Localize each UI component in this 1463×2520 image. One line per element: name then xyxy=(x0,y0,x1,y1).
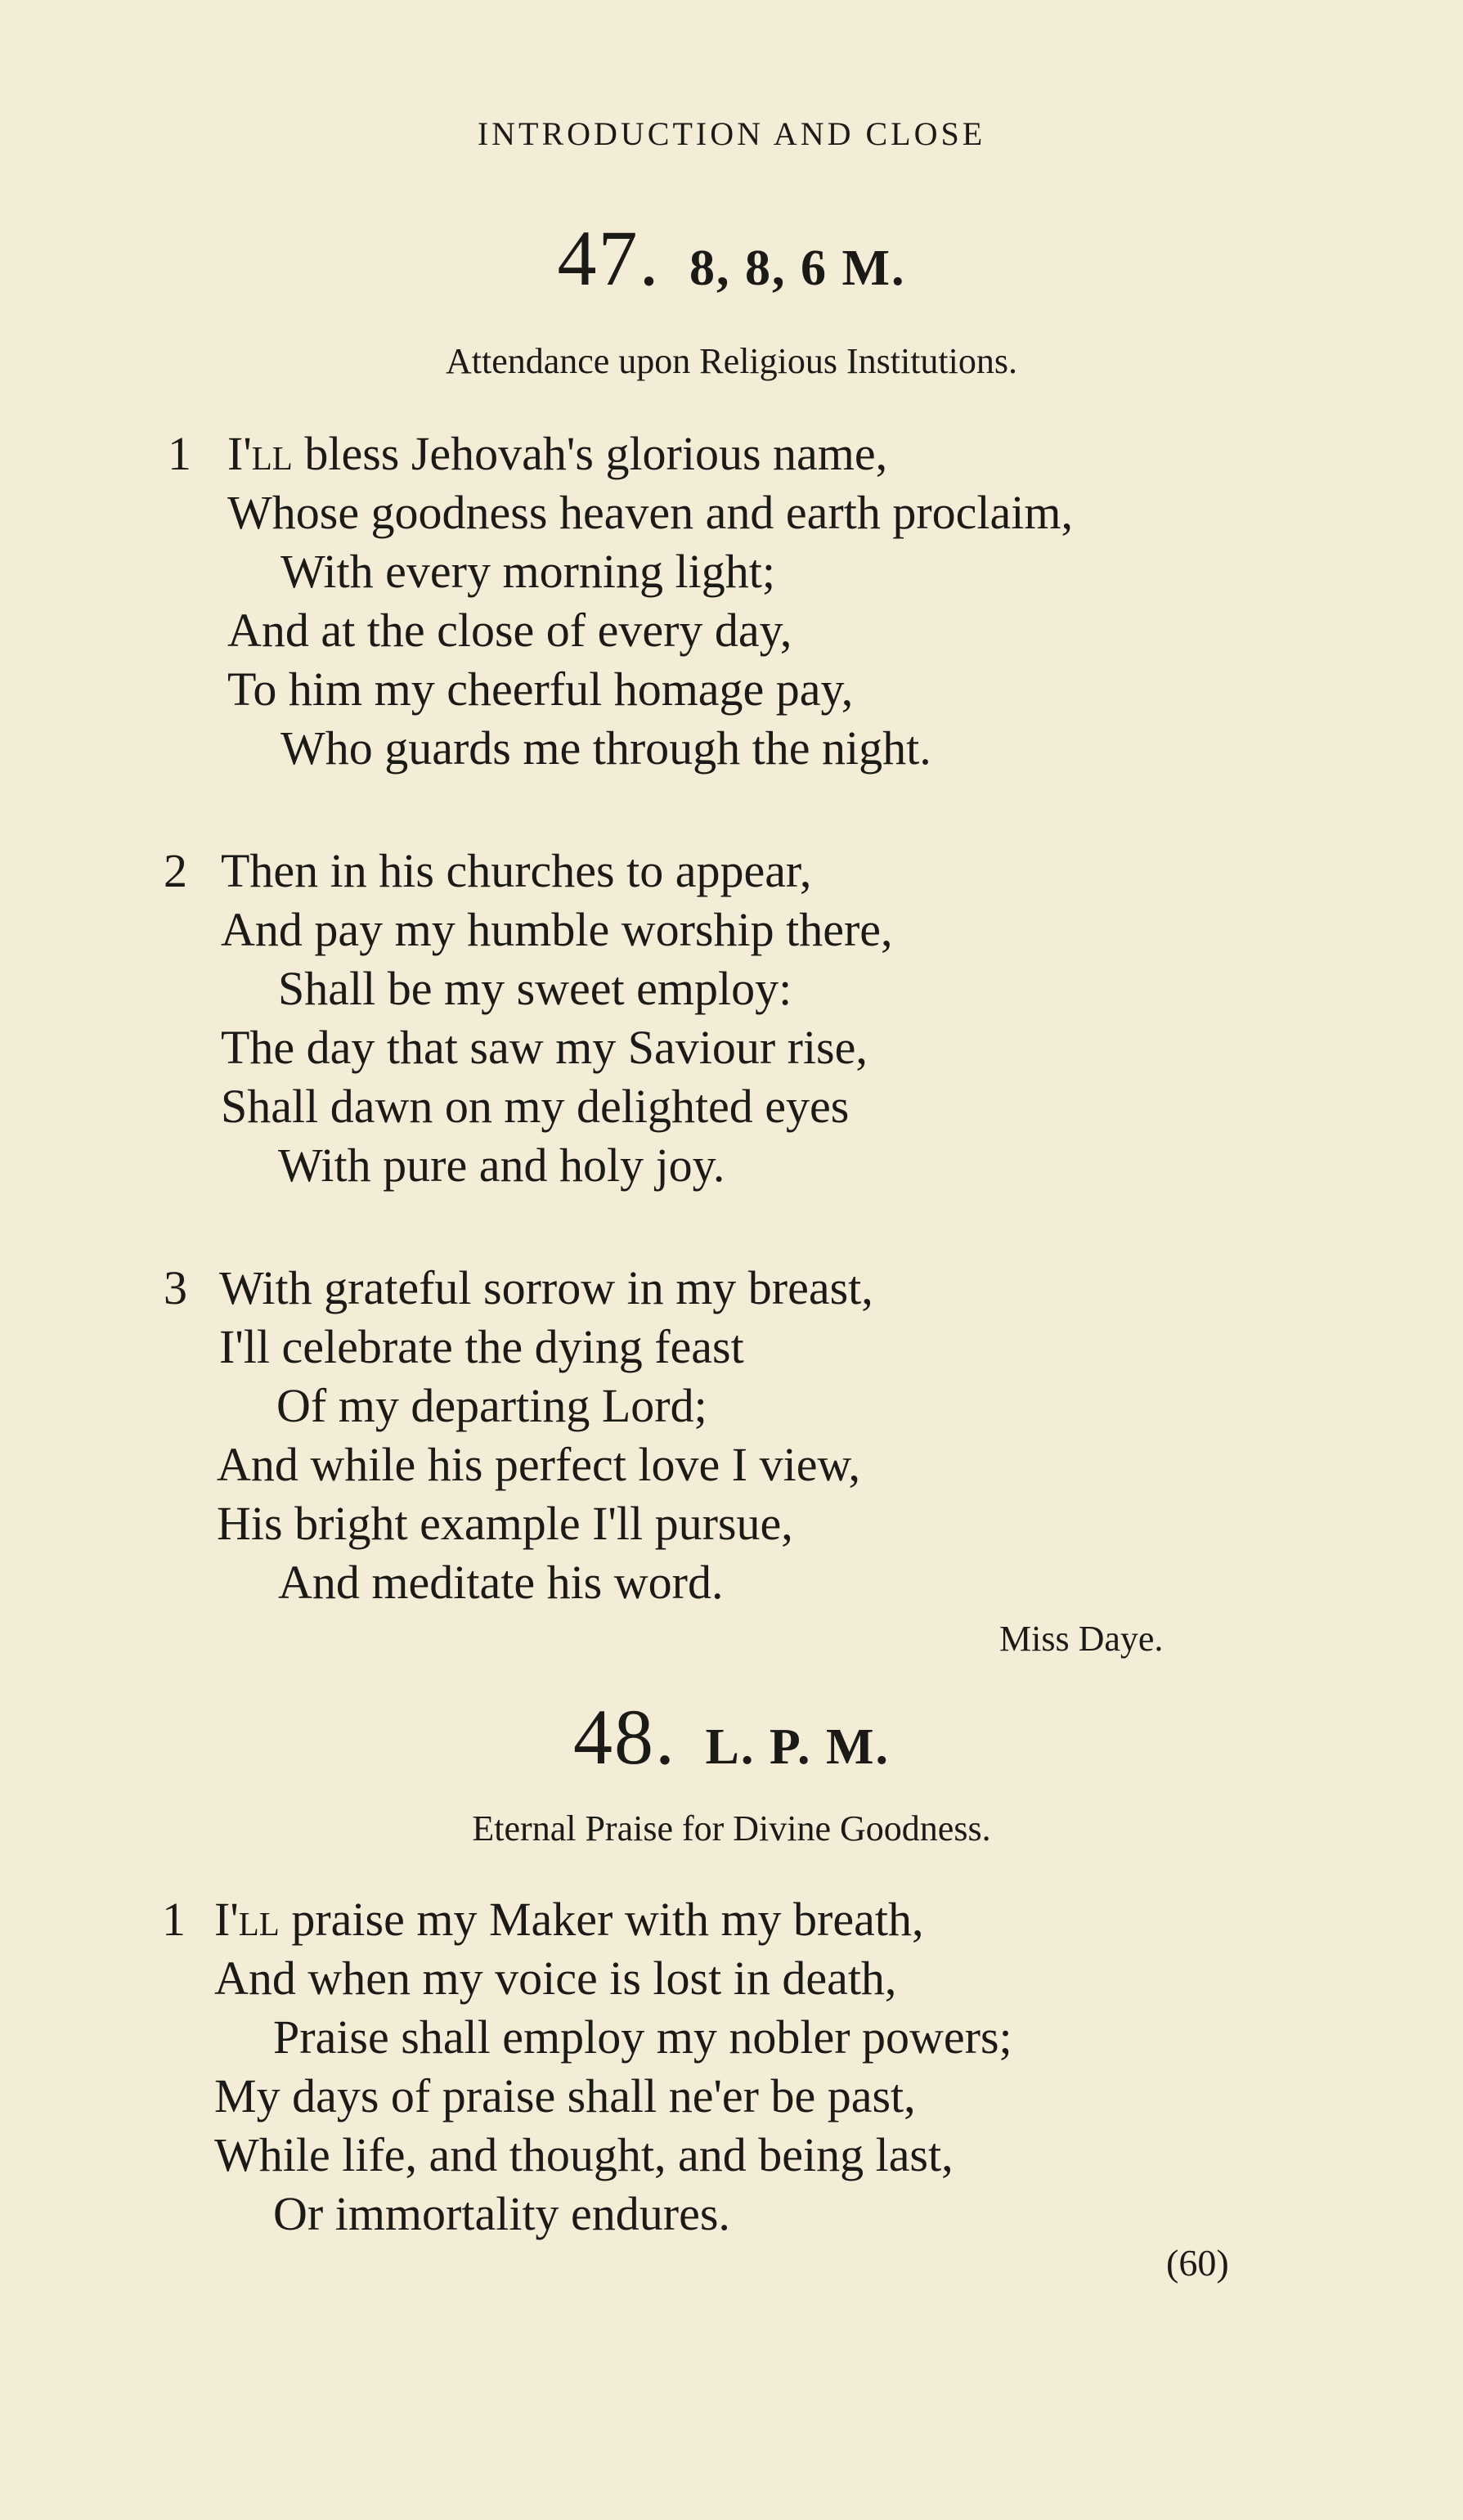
verse-line: And meditate his word. xyxy=(278,1556,724,1609)
hymn-heading xyxy=(0,213,1463,303)
verse-line: Who guards me through the night. xyxy=(280,721,931,775)
verse-line: My days of praise shall ne'er be past, xyxy=(214,2069,916,2122)
verse-line: With pure and holy joy. xyxy=(278,1139,725,1192)
verse-text: praise my Maker with my breath, xyxy=(279,1893,924,1946)
hymn-title: Attendance upon Religious Institutions. xyxy=(445,341,1018,381)
verse-line: And at the close of every day, xyxy=(227,604,792,657)
verse-line: While life, and thought, and being last, xyxy=(214,2128,954,2181)
verse-line xyxy=(214,1891,923,1948)
verse-line: Of my departing Lord; xyxy=(276,1379,707,1432)
verse-line: Whose goodness heaven and earth proclaim, xyxy=(227,486,1073,539)
verse-line xyxy=(227,425,887,483)
hymn-author: Miss Daye. xyxy=(999,1619,1164,1659)
hymn-number: 47. xyxy=(557,214,661,302)
verse-line: Then in his churches to appear, xyxy=(221,844,812,897)
verse-lead-word: I'll xyxy=(214,1893,280,1946)
verse-line: Shall dawn on my delighted eyes xyxy=(221,1080,850,1133)
verse-line: And when my voice is lost in death, xyxy=(214,1952,897,2005)
page-number: (60) xyxy=(1166,2242,1229,2284)
verse-line: And while his perfect love I view, xyxy=(217,1438,861,1491)
verse-lead-word: I'll xyxy=(227,427,293,480)
stanza-number: 1 xyxy=(168,427,191,480)
verse-line: To him my cheerful homage pay, xyxy=(227,663,854,716)
hymn-title: Eternal Praise for Divine Goodness. xyxy=(472,1808,991,1848)
stanza-number: 2 xyxy=(164,844,187,897)
hymn-meter: 8, 8, 6 M. xyxy=(689,240,906,296)
verse-line: The day that saw my Saviour rise, xyxy=(221,1021,868,1074)
verse-line: With every morning light; xyxy=(280,545,775,598)
verse-text: bless Jehovah's glorious name, xyxy=(292,427,888,480)
verse-line: His bright example I'll pursue, xyxy=(217,1497,793,1550)
hymn-meter: L. P. M. xyxy=(705,1719,891,1775)
verse-line: And pay my humble worship there, xyxy=(221,903,893,956)
verse-line: Praise shall employ my nobler powers; xyxy=(273,2010,1012,2064)
verse-line: With grateful sorrow in my breast, xyxy=(219,1261,873,1314)
hymn-number: 48. xyxy=(572,1693,676,1781)
running-header: INTRODUCTION AND CLOSE xyxy=(477,115,986,152)
verse-line: Shall be my sweet employ: xyxy=(278,962,792,1015)
stanza-number: 1 xyxy=(162,1893,186,1946)
stanza-number: 3 xyxy=(164,1261,187,1314)
verse-line: Or immortality endures. xyxy=(273,2187,730,2240)
hymn-heading xyxy=(0,1691,1463,1782)
verse-line: I'll celebrate the dying feast xyxy=(219,1320,744,1373)
